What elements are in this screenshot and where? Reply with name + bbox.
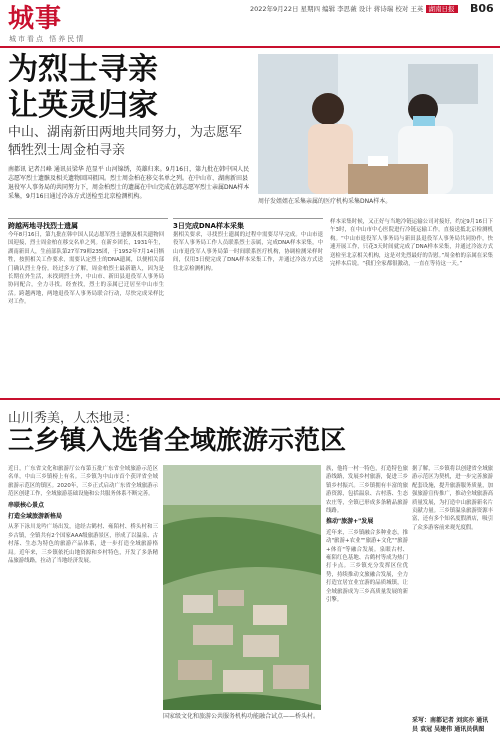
page-number: B06 (470, 2, 494, 15)
masthead-text: 2022年9月22日 星期四 编辑 李思薇 设计 蒋诗瑞 校对 王英 (250, 5, 424, 13)
story2-col1-subhead1: 串联核心景点 (8, 501, 45, 509)
story2-col1-text2: 从茅下泳川龙吟广场出发，途经古鹤村、雍陌村、桥头村和三乡古镇，全镇共有2个国家AAA级旅游景区，形成了以温泉、古村落、生态为特色的旅游产品体系，进一步打造全域旅游格局。近年来，三乡镇依托山地资源和乡村特色，开发了多条精品旅游线路，拉动了当地经济发展。 (8, 524, 158, 565)
story1-col2-text: 据相关要求，寻找烈士遗属的过程中需要尽早完成。中山市退役军人事务局工作人员联系烈士亲属，完成DNA样本采集，中山市退役军人事务局第一时间联系医疗机构，协调检测采样时间，仅用3日便完成了DNA样本采集工作，并通过冷冻方式送往北京检测机构。 (173, 232, 323, 272)
story2-kicker: 山川秀美，人杰地灵： (8, 411, 139, 426)
story1-headline-line1: 为烈士寻亲 (8, 52, 158, 87)
story2-photo-caption: 国家级文化和旅游公共服务机构功能融合试点——桥头村。 (163, 713, 320, 720)
page-header (0, 0, 500, 50)
story1-col1-heading: 跨越两地寻找烈士遗属 (8, 218, 168, 231)
section-divider (0, 398, 500, 400)
story2-col1-text: 近日，广东省文化和旅游厅公布第五批广东省全域旅游示范区名单，中山三乡镇榜上有名。三乡镇为中山市首个获评省全域旅游示范区的镇区。2020年，三乡正式启动广东省全域旅游示范区创建工作，全域旅游基础设施和公共服务体系不断完善。 (8, 466, 158, 498)
story1-photo-caption: 周仔发姐姐在采集亲属的医疗机构采集DNA样本。 (258, 198, 392, 205)
story1-col1-text: 今年8月16日，第九批在韩中国人民志愿军烈士遗骸及相关遗物回国迎接，烈士周金柏在移交名单之列。在新乡团长，1931年生，湖南新田人，生前部队第27军79师235团，于1952年7月14日牺牲，按照相关工作要求，需要认定烈士的DNA遗属，以便相关部门确认烈士身份。经过多方了解，周金柏烈士最新籍人，因为是长期在外生活，未找到烈士外，中山市、新田县退役军人事务局协同配合，全力寻找。经查找，烈士的亲属已迁居至中山市生活。跨越两地，两地退役军人事务局联合行动，尽快完成采样比对工作。 (8, 232, 164, 306)
story2-col1-subhead2: 打造全域旅游新格局 (8, 513, 63, 521)
story2-headline: 三乡镇入选省全域旅游示范区 (8, 426, 347, 456)
story2-col3-text: 据了解，三乡镇将以创建省全域旅游示范区为契机，进一步完善旅游配套设施，提升旅游服务质量，加强旅游宣传推广，推动全域旅游高质量发展，为打造中山旅游新名片贡献力量。三乡镇温泉旅游资源丰富，还有多个知名度假酒店，吸引了众多游客前来观光度假。 (412, 466, 493, 531)
story2-col2-subhead: 推动"旅游+"发展 (326, 518, 374, 526)
header-rule (0, 46, 500, 48)
story1-photo (258, 54, 493, 194)
aerial-village-illustration (163, 465, 321, 710)
masthead-tag: 湖南日报 (426, 5, 458, 13)
story1-col3-text: 样本采集时候，又正好与当地冷链运输公司对接好，约定9月16日下午3时，在中山市中心医院进行冷链运输工作，直接送抵北京检测机构。“中山市退役军人事务局与新田县退役军人事务局共同协作，快速开展工作，只花3天时间就完成了DNA样本采集，并通过冷冻方式送检至北京相关机构，这是对先烈最好的告慰。”周金柏的亲属在采集完样本后说。“我们全家都很激动，一直在等待这一天。” (330, 219, 493, 268)
section-title: 城事 (8, 4, 63, 34)
story2-col1 (8, 465, 158, 741)
story2-photo (163, 465, 321, 710)
story1-col2-heading: 3日完成DNA样本采集 (173, 218, 323, 231)
photo-illustration (258, 54, 493, 194)
masthead (250, 4, 458, 13)
story1-lead: 南都讯 记者吕峰 通讯员梁华 范显平 山河锦绣，英雄归来。9月16日，第九批在韩中国人民志愿军烈士遗骸及相关遗物回国祖国。烈士周金柏在移交名单之列。在中山市、湖南新田县退役军人事务局的共同努力下，周金柏烈士的遗属在中山完成在韩志愿军烈士亲属DNA样本采集，9月16日通过冷冻方式送检至北京检测机构。 (8, 166, 250, 200)
story1-subheadline: 中山、湖南新田两地共同努力，为志愿军牺牲烈士周金柏寻亲 (8, 125, 243, 158)
story2-col2-text: 族，他将一村一特色，打造特色旅游线路，发展乡村旅游，促进三乡镇乡村振兴。三乡镇拥有丰富的旅游资源，包括温泉、古村落、生态农庄等，全镇已形成多条精品旅游线路。 (326, 466, 408, 515)
section-subtitle: 城市看点 悟养民情 (9, 35, 86, 43)
story2-col2 (326, 465, 408, 741)
story2-credits: 采写：南都记者 刘宾亦 通讯员 袁冠 吴建伟 通讯员供图 (412, 717, 489, 733)
story1-headline-line2: 让英灵归家 (8, 88, 158, 123)
story2-col2-text2: 近年来，三乡镇融合多种业态，推动"旅游+农业""旅游+文化""旅游+体育"等融合发展。泉眼古村、雍陌红色基地、古鹤村等成为热门打卡点。三乡镇充分发挥区位优势，持续推动文旅融合发展，全力打造宜居宜业宜游的品质城镇，让全域旅游成为三乡高质量发展的新引擎。 (326, 529, 408, 604)
